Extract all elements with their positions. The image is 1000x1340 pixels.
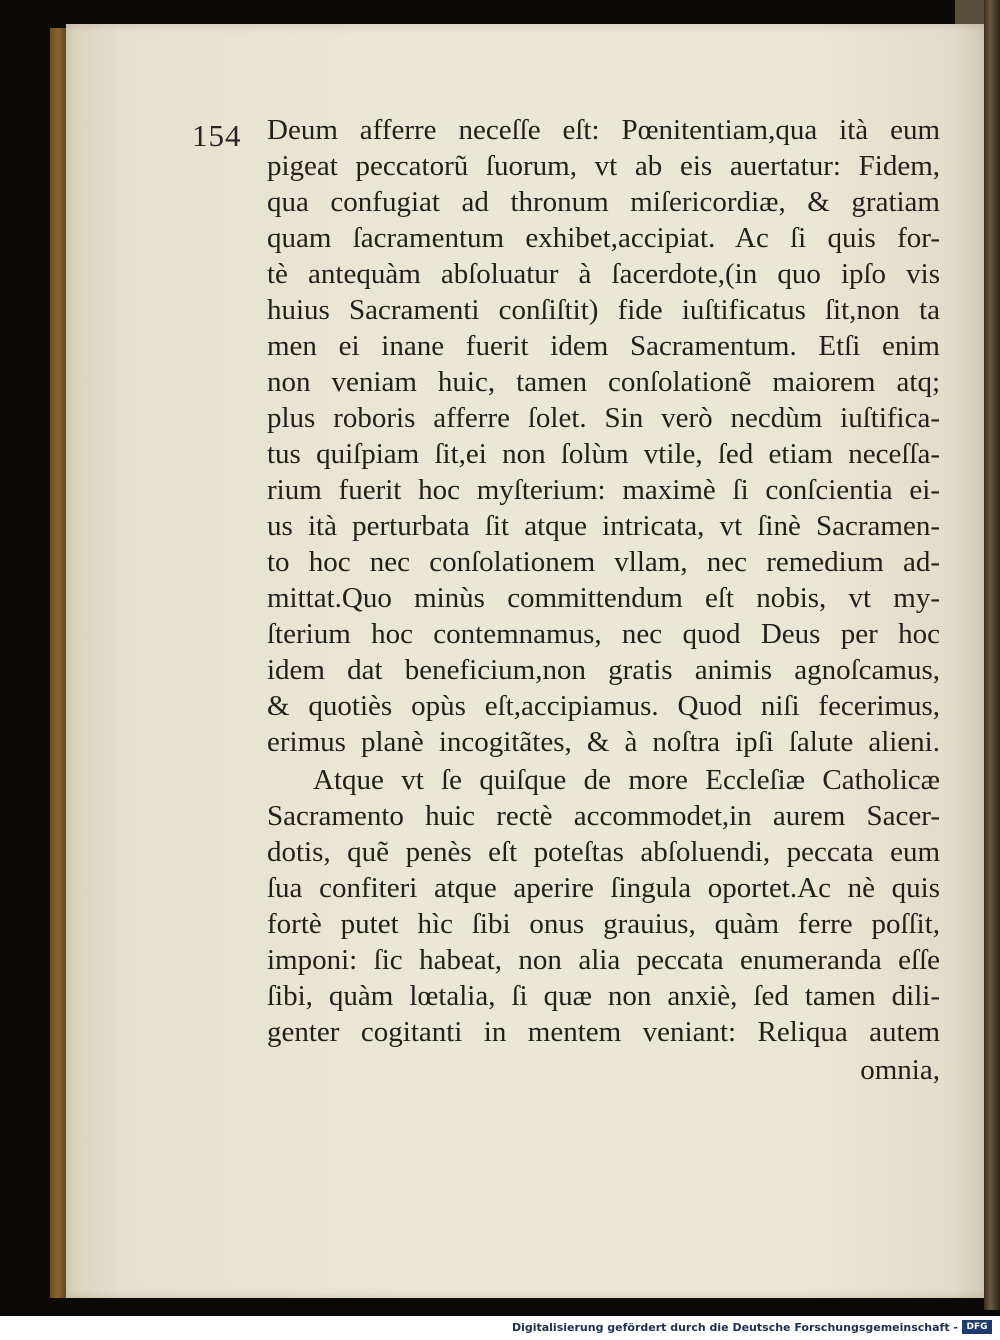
text-line: plus roboris afferre ſolet. Sin verò necdùm iuſtifica- bbox=[267, 402, 940, 434]
dfg-logo-icon: DFG bbox=[962, 1320, 992, 1334]
text-line: tus quiſpiam ſit,ei non ſolùm vtile, ſed etiam neceſſa- bbox=[267, 438, 940, 470]
text-line: Sacramento huic rectè accommodet,in aurem Sacer- bbox=[267, 800, 940, 832]
text-line: ſibi, quàm lœtalia, ſi quæ non anxiè, ſed tamen dili- bbox=[267, 980, 940, 1012]
text-line: tè antequàm abſoluatur à ſacerdote,(in quo ipſo vis bbox=[267, 258, 940, 290]
text-line: to hoc nec conſolationem vllam, nec remedium ad- bbox=[267, 546, 940, 578]
text-line: non veniam huic, tamen conſolationẽ maiorem atq; bbox=[267, 366, 940, 398]
text-line: mittat.Quo minùs committendum eſt nobis, vt my- bbox=[267, 582, 940, 614]
text-line: ſua confiteri atque aperire ſingula oportet.Ac nè quis bbox=[267, 872, 940, 904]
page-number: 154 bbox=[192, 118, 242, 153]
text-line: pigeat peccatorũ ſuorum, vt ab eis auertatur: Fidem, bbox=[267, 150, 940, 182]
footer-credit: Digitalisierung gefördert durch die Deutsche Forschungsgemeinschaft - bbox=[511, 1321, 958, 1334]
text-line: huius Sacramenti conſiſtit) fide iuſtificatus ſit,non ta bbox=[267, 294, 940, 326]
paragraph-first-line: Atque vt ſe quiſque de more Eccleſiæ Catholicæ bbox=[313, 764, 940, 796]
text-line: dotis, quẽ penès eſt poteſtas abſoluendi, peccata eum bbox=[267, 836, 940, 868]
text-line: fortè putet hìc ſibi onus grauius, quàm ferre poſſit, bbox=[267, 908, 940, 940]
text-line: erimus planè incogitãtes, & à noſtra ipſi ſalute alieni. bbox=[267, 726, 940, 758]
text-line: men ei inane fuerit idem Sacramentum. Etſi enim bbox=[267, 330, 940, 362]
catchword: omnia, bbox=[860, 1054, 940, 1086]
text-line: genter cogitanti in mentem veniant: Reliqua autem bbox=[267, 1016, 940, 1048]
text-line: idem dat beneficium,non gratis animis agnoſcamus, bbox=[267, 654, 940, 686]
text-line: ſterium hoc contemnamus, nec quod Deus per hoc bbox=[267, 618, 940, 650]
digitization-footer bbox=[0, 1316, 1000, 1340]
text-line: imponi: ſic habeat, non alia peccata enumeranda eſſe bbox=[267, 944, 940, 976]
text-line: Deum afferre neceſſe eſt: Pœnitentiam,qua ità eum bbox=[267, 114, 940, 146]
text-line: rium fuerit hoc myſterium: maximè ſi conſcientia ei- bbox=[267, 474, 940, 506]
text-line: & quotiès opùs eſt,accipiamus. Quod niſi fecerimus, bbox=[267, 690, 940, 722]
text-line: qua confugiat ad thronum miſericordiæ, & gratiam bbox=[267, 186, 940, 218]
text-line: us ità perturbata ſit atque intricata, vt ſinè Sacramen- bbox=[267, 510, 940, 542]
text-line: quam ſacramentum exhibet,accipiat. Ac ſi quis for- bbox=[267, 222, 940, 254]
